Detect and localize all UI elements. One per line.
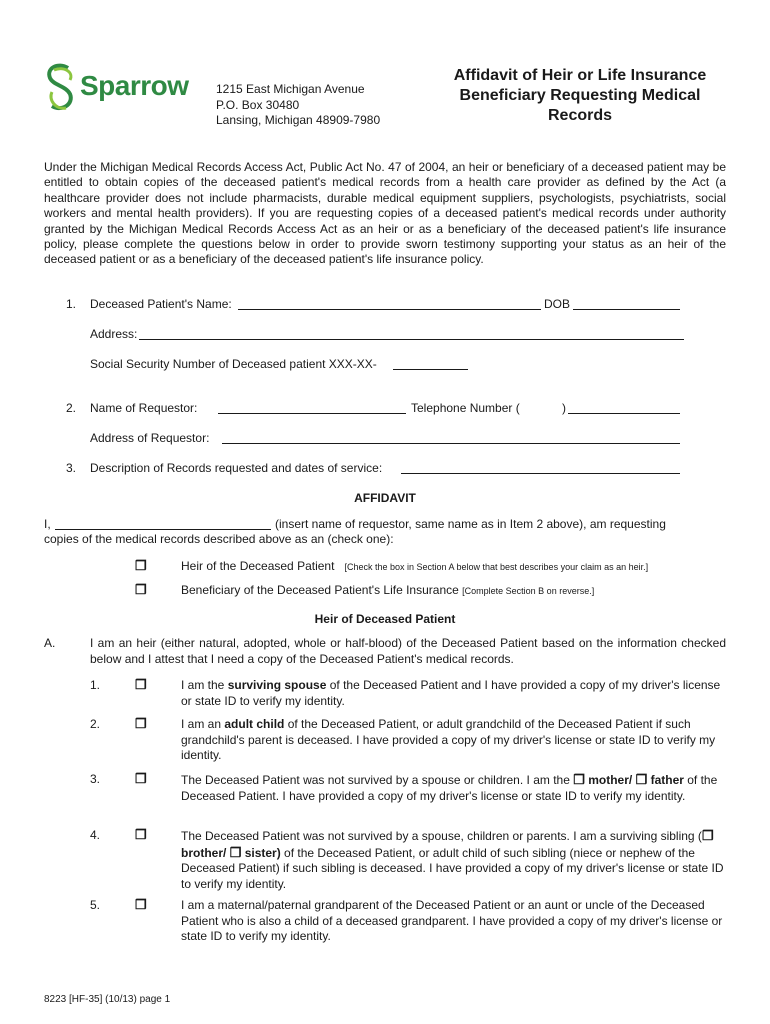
address-block xyxy=(216,82,380,129)
requestor-address-field[interactable] xyxy=(222,443,680,444)
address-line: Lansing, Michigan 48909-7980 xyxy=(216,113,381,127)
document-title xyxy=(430,66,730,126)
sister-checkbox[interactable]: ❒ xyxy=(229,844,242,860)
heir-checkbox[interactable]: ❒ xyxy=(135,558,147,573)
grandparent-checkbox[interactable]: ❒ xyxy=(135,897,147,912)
affidavit-i: I, xyxy=(44,517,51,531)
title-line: Beneficiary Requesting Medical xyxy=(459,87,701,104)
ssn-field[interactable] xyxy=(393,369,468,370)
item-text: of the Deceased Patient, or adult grandchild of the Deceased Patient if such grandchild's parent is deceased. I have provided a copy of my driver's license or state ID to verify my identity. xyxy=(181,717,716,762)
item-number: 4. xyxy=(90,828,101,842)
q1-name-label: Deceased Patient's Name: xyxy=(90,297,232,311)
dob-field[interactable] xyxy=(573,309,680,310)
adult-child-checkbox[interactable]: ❒ xyxy=(135,716,147,731)
item-adult-child xyxy=(181,717,726,764)
item-bold: surviving spouse xyxy=(227,678,327,692)
records-description-field[interactable] xyxy=(401,473,680,474)
option-note: [Check the box in Section A below that best describes your claim as an heir.] xyxy=(344,562,649,572)
beneficiary-checkbox[interactable]: ❒ xyxy=(135,582,147,597)
address-line: P.O. Box 30480 xyxy=(216,97,300,112)
parent-checkbox[interactable]: ❒ xyxy=(135,771,147,786)
item-grandparent: I am a maternal/paternal grandparent of the Deceased Patient or an aunt or uncle of the Deceased Patient who is also a child of a deceased grandparent. I have provided a copy of my driver's license or state ID to verify my identity. xyxy=(181,898,723,943)
affidavit-requestor-field[interactable] xyxy=(55,529,271,530)
section-a-letter: A. xyxy=(44,636,56,650)
item-bold: adult child xyxy=(224,717,285,731)
spouse-checkbox[interactable]: ❒ xyxy=(135,677,147,692)
address-line: 1215 East Michigan Avenue xyxy=(216,82,365,96)
requestor-name-label: Name of Requestor: xyxy=(90,401,198,415)
item-text: I am the xyxy=(181,678,228,692)
deceased-address-field[interactable] xyxy=(139,339,684,340)
item-parent xyxy=(181,772,726,804)
q3-number: 3. xyxy=(66,461,77,475)
item-text: The Deceased Patient was not survived by a spouse, children or parents. I am a surviving sibling ( xyxy=(181,829,702,843)
title-line: Records xyxy=(547,107,613,124)
beneficiary-option xyxy=(181,583,594,598)
option-label: Beneficiary of the Deceased Patient's Life Insurance xyxy=(181,583,459,597)
item-sibling xyxy=(181,828,726,892)
logo-wordmark: Sparrow xyxy=(80,70,189,101)
item-bold: sister) xyxy=(244,845,281,860)
item-bold: mother/ xyxy=(588,773,633,787)
telephone-field[interactable] xyxy=(568,413,680,414)
sparrow-logo xyxy=(44,62,194,114)
affidavit-line1: (insert name of requestor, same name as in Item 2 above), am requesting xyxy=(275,517,666,531)
records-description-label: Description of Records requested and dates of service: xyxy=(90,461,383,475)
item-text: of the Deceased Patient, or adult child of such sibling (niece or nephew of the Deceased Patient) if such sibling is deceased. I have provided a copy of my driver's license or state ID to verify my identity. xyxy=(181,845,724,891)
page-footer: 8223 [HF-35] (10/13) page 1 xyxy=(44,994,171,1005)
ssn-label: Social Security Number of Deceased patient XXX-XX- xyxy=(90,357,377,371)
q2-number: 2. xyxy=(66,401,77,415)
requestor-name-field[interactable] xyxy=(218,413,406,414)
item-text: The Deceased Patient was not survived by a spouse or children. I am the xyxy=(181,773,574,787)
telephone-label: Telephone Number ( xyxy=(411,401,520,415)
sparrow-logo-icon xyxy=(44,62,78,114)
heir-option xyxy=(181,559,648,574)
mother-checkbox[interactable]: ❒ xyxy=(573,772,585,787)
intro-paragraph: Under the Michigan Medical Records Access Act, Public Act No. 47 of 2004, an heir or beneficiary of a deceased patient may be entitled to obtain copies of the deceased patient's medical records from a health care provider as defined by the Act (a healthcare provider does not include pharmacists, durable medical equipment suppliers, psychologists, psychiatrists, social workers and mental health providers). If you are requesting copies of a deceased patient's medical records under authority granted by the Michigan Medical Records Access Act as an heir or as a beneficiary of the deceased patient's life insurance policy, please complete the questions below in order to provide sworn testimony supporting your status as an heir of the deceased patient or as a beneficiary of the deceased patient's life insurance policy. xyxy=(44,160,726,267)
item-number: 5. xyxy=(90,898,101,912)
item-number: 3. xyxy=(90,772,101,786)
requestor-address-label: Address of Requestor: xyxy=(90,431,210,445)
section-a-intro: I am an heir (either natural, adopted, whole or half-blood) of the Deceased Patient based on the information checked below and I attest that I need a copy of the Deceased Patient's medical records. xyxy=(90,636,726,666)
section-a-heading: Heir of Deceased Patient xyxy=(314,612,456,626)
q1-address-label: Address: xyxy=(90,327,138,341)
item-number: 2. xyxy=(90,717,101,731)
item-text: of the Deceased Patient. I have provided a copy of my driver's license or state ID to verify my identity. xyxy=(181,773,718,803)
item-text: I am an xyxy=(181,717,225,731)
item-text: of the Deceased Patient and I have provided a copy of my driver's license or state ID to verify my identity. xyxy=(181,678,721,708)
title-line: Affidavit of Heir or Life Insurance xyxy=(453,67,707,84)
q1-dob-label: DOB xyxy=(544,297,571,311)
brother-checkbox[interactable]: ❒ xyxy=(701,828,714,843)
telephone-paren: ) xyxy=(562,401,566,415)
item-bold: brother/ xyxy=(181,845,227,860)
father-checkbox[interactable]: ❒ xyxy=(635,772,648,787)
affidavit-heading: AFFIDAVIT xyxy=(354,491,416,505)
item-spouse xyxy=(181,678,726,709)
option-note: [Complete Section B on reverse.] xyxy=(462,586,595,596)
sibling-checkbox[interactable]: ❒ xyxy=(135,827,147,842)
item-bold: father xyxy=(650,773,684,787)
deceased-name-field[interactable] xyxy=(238,309,541,310)
option-label: Heir of the Deceased Patient xyxy=(181,559,335,573)
q1-number: 1. xyxy=(66,297,77,311)
item-number: 1. xyxy=(90,678,101,692)
affidavit-line2: copies of the medical records described above as an (check one): xyxy=(44,532,394,546)
